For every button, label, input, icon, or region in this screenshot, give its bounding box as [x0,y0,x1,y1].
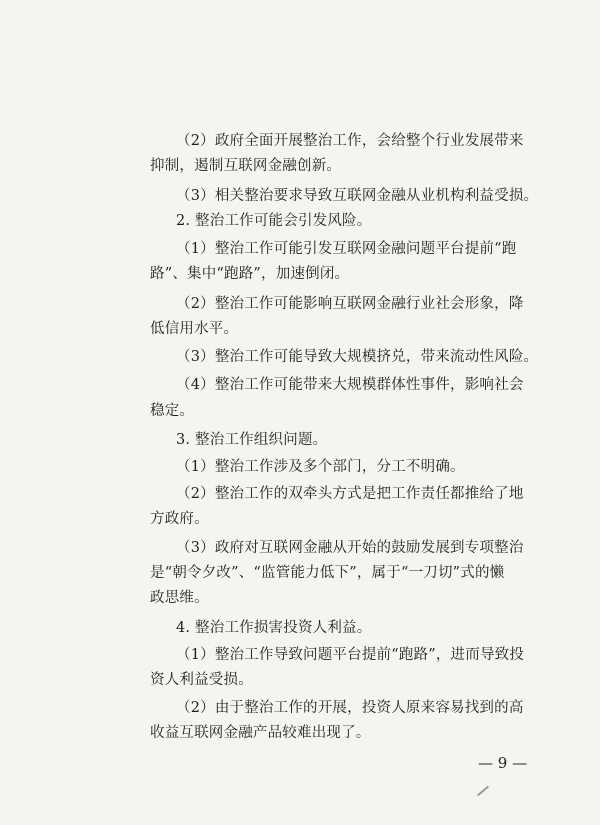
paragraph-line: 路”、集中“跑路”，加速倒闭。 [150,266,350,282]
paragraph-line: （1）整治工作可能引发互联网金融问题平台提前“跑 [176,241,517,257]
section-heading: 3. 整治工作组织问题。 [176,432,328,448]
paragraph-line: （3）相关整治要求导致互联网金融从业机构利益受损。 [176,188,539,204]
section-heading: 2. 整治工作可能会引发风险。 [176,213,372,229]
paragraph-line: （3）政府对互联网金融从开始的鼓励发展到专项整治 [176,540,524,556]
paragraph-line: （2）整治工作可能影响互联网金融行业社会形象，降 [176,296,524,312]
paragraph-line: 抑制，遏制互联网金融创新。 [150,158,342,174]
paragraph-line: 方政府。 [150,511,209,527]
pen-mark [477,786,489,797]
paragraph-line: （3）整治工作可能导致大规模挤兑，带来流动性风险。 [176,349,539,365]
paragraph-line: 是“朝令夕改”、“监管能力低下”，属于“一刀切”式的懒 [150,565,505,581]
paragraph-line: （2）由于整治工作的开展，投资人原来容易找到的高 [176,700,524,716]
page-number: — 9 — [478,754,528,772]
paragraph-line: 低信用水平。 [150,321,239,337]
paragraph-line: 资人利益受损。 [150,672,253,688]
paragraph-line: （2）整治工作的双牵头方式是把工作责任都推给了地 [176,486,524,502]
paragraph-line: （1）整治工作导致问题平台提前“跑路”，进而导致投 [176,647,525,663]
paragraph-line: （4）整治工作可能带来大规模群体性事件，影响社会 [176,377,524,393]
paragraph-line: （2）政府全面开展整治工作，会给整个行业发展带来 [176,133,524,149]
paragraph-line: （1）整治工作涉及多个部门，分工不明确。 [176,459,465,475]
paragraph-line: 稳定。 [150,403,195,419]
section-heading: 4. 整治工作损害投资人利益。 [176,620,372,636]
paragraph-line: 收益互联网金融产品较难出现了。 [150,725,371,741]
paragraph-line: 政思维。 [150,590,209,606]
